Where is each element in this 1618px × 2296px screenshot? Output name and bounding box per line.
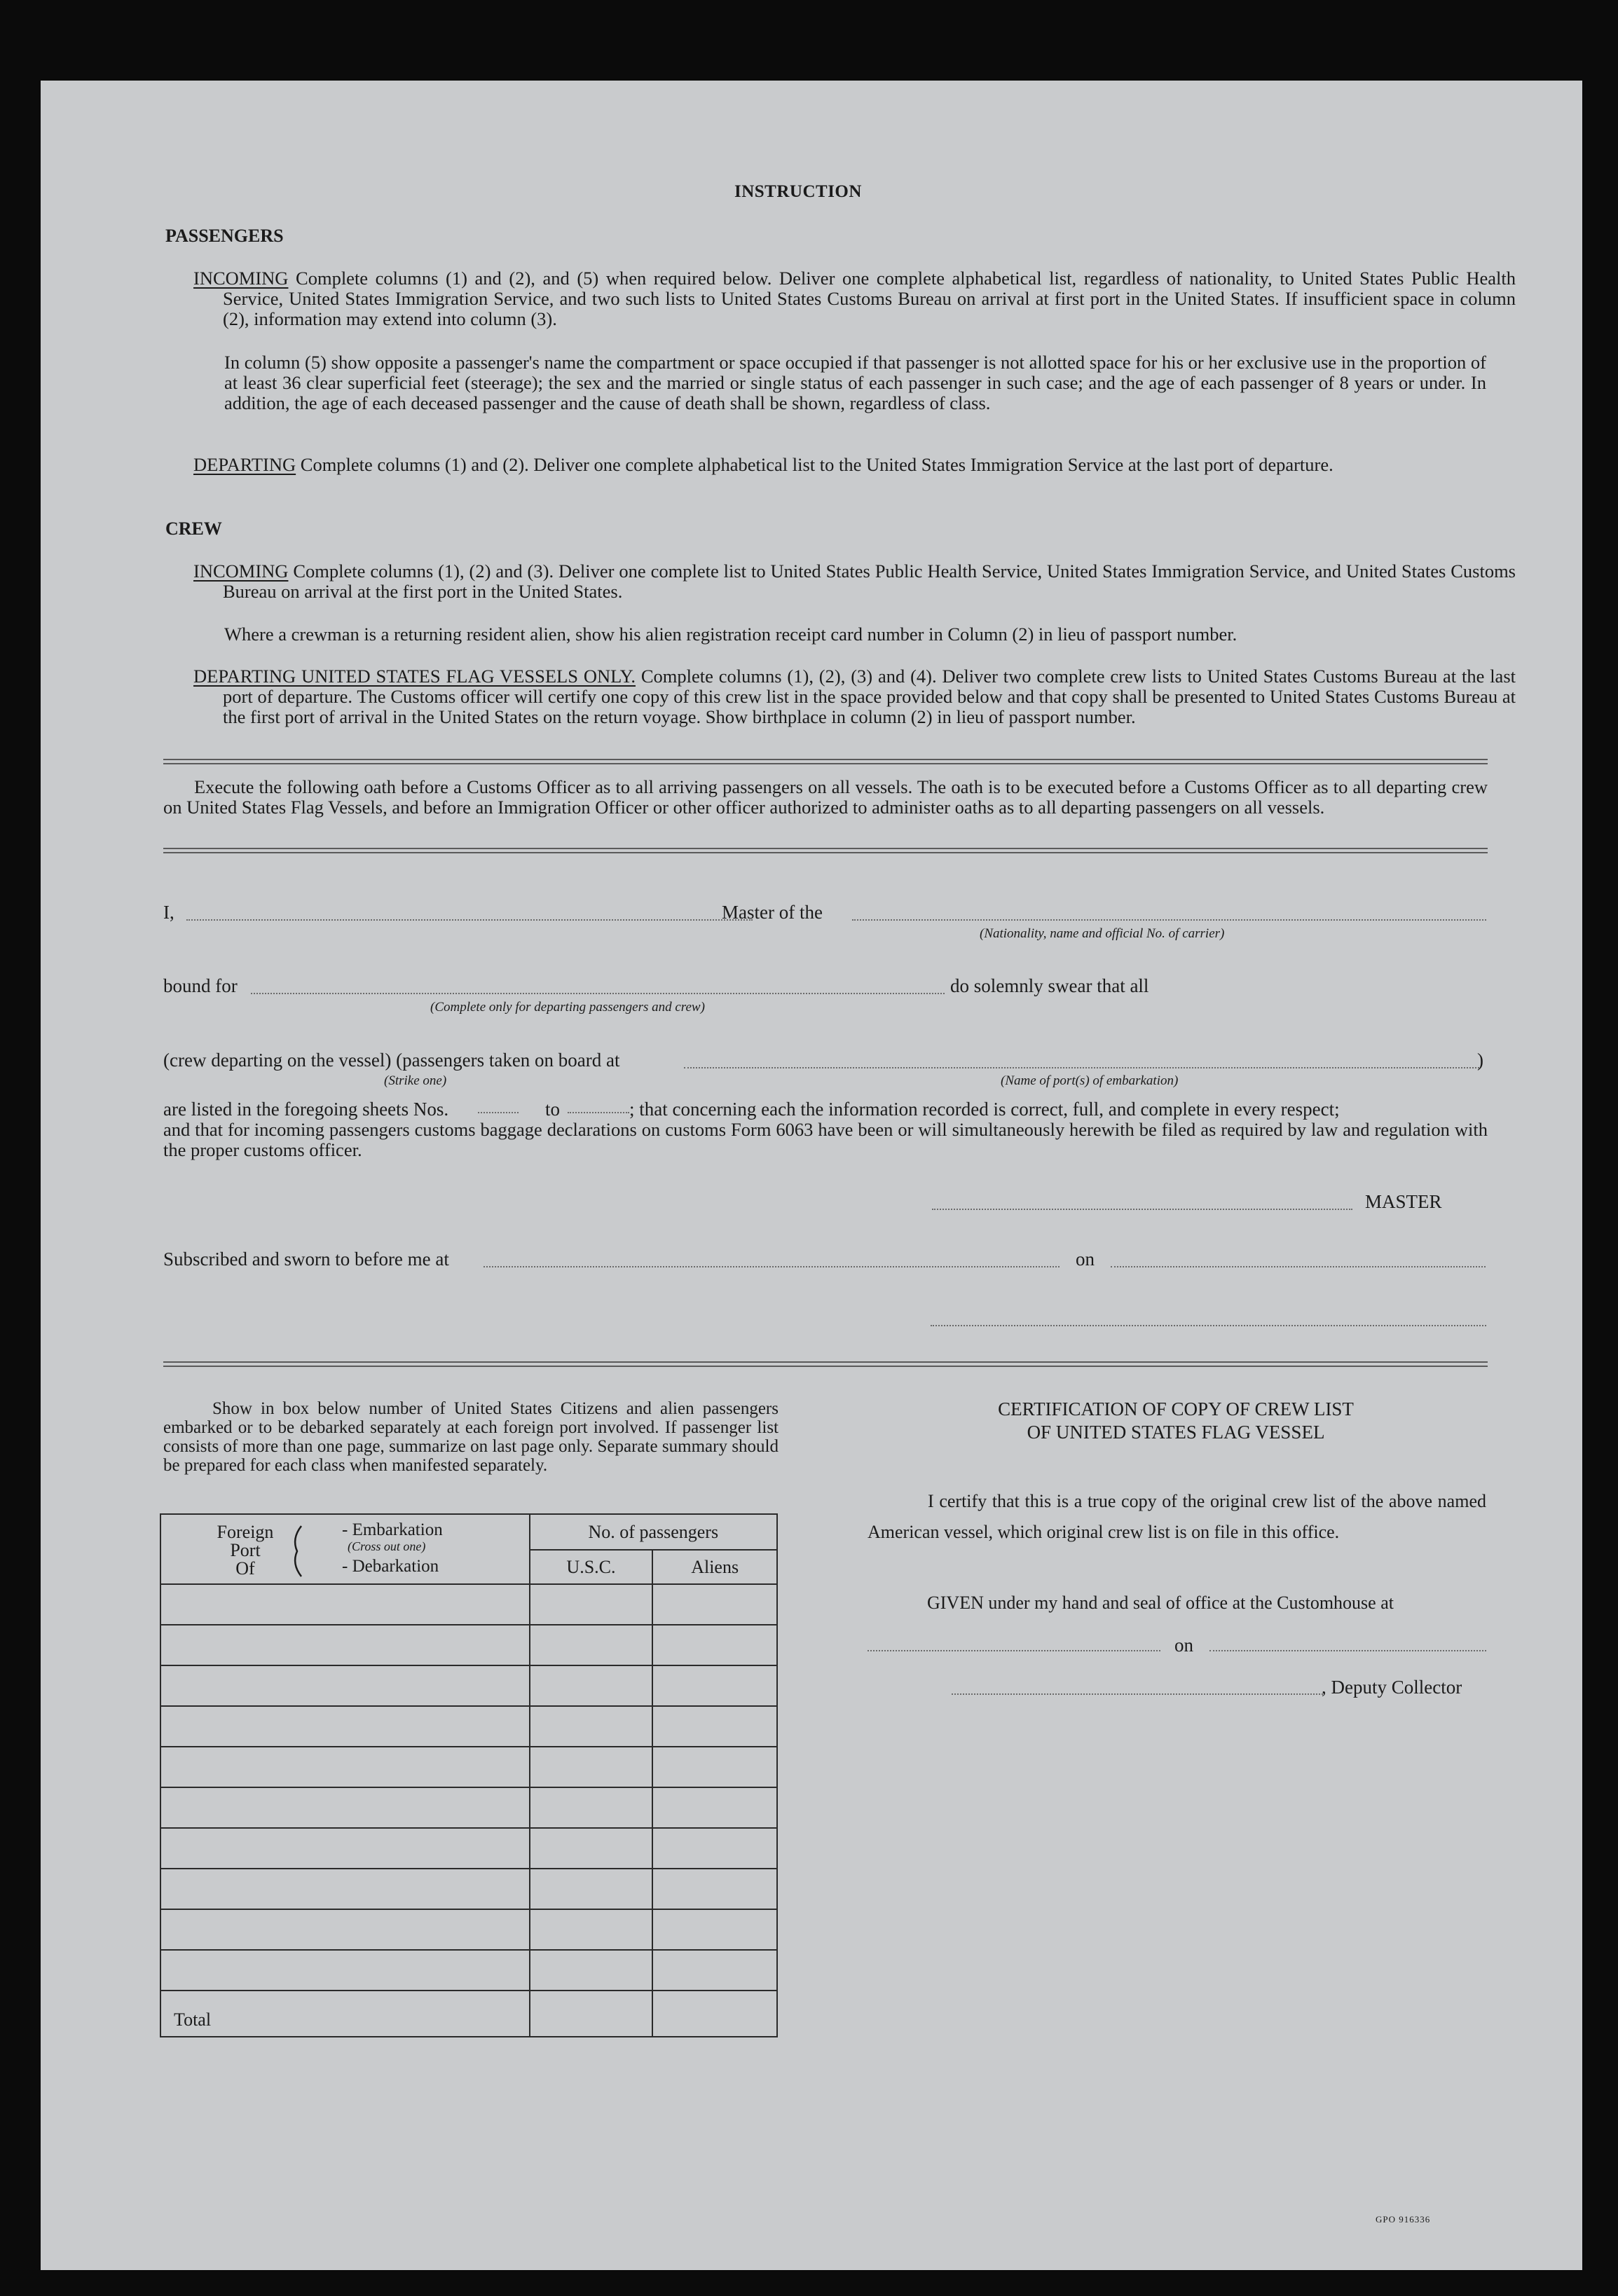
close-paren: ) — [1477, 1050, 1483, 1071]
usc-cell[interactable] — [530, 1747, 653, 1787]
certification-title — [868, 1398, 1484, 1444]
usc-cell[interactable] — [530, 1665, 653, 1706]
port-cell[interactable] — [160, 1869, 530, 1909]
debarkation-label: - Debarkation — [342, 1557, 439, 1576]
table-row — [160, 1869, 777, 1909]
port-cell[interactable] — [160, 1787, 530, 1828]
sheet-from-field[interactable] — [478, 1112, 519, 1113]
subscribed-label: Subscribed and sworn to before me at — [163, 1249, 449, 1270]
aliens-cell[interactable] — [652, 1665, 777, 1706]
oath-intro: Execute the following oath before a Customs Officer as to all arriving passengers on all vessels. The oath is to be executed before a Customs Officer as to all departing crew on United States Flag Vessels, and before an Immigration Officer or other officer authorized to administer oaths as to all departing passengers on all vessels. — [163, 776, 1488, 818]
sheet-to-field[interactable] — [568, 1112, 629, 1113]
strike-note: (Strike one) — [384, 1073, 447, 1088]
crew-departing-paragraph — [193, 666, 1516, 727]
carrier-note: (Nationality, name and official No. of carrier) — [980, 926, 1225, 941]
port-cell[interactable] — [160, 1950, 530, 1991]
aliens-cell[interactable] — [652, 1747, 777, 1787]
table-row — [160, 1909, 777, 1950]
table-row — [160, 1787, 777, 1828]
subscribed-on-label: on — [1076, 1249, 1095, 1270]
deputy-collector-label: , Deputy Collector — [1322, 1677, 1462, 1698]
crew-departing-text: Complete columns (1), (2), (3) and (4). Deliver two complete crew lists to United States Customs Bureau at the last port of departure. The Customs officer will certify one copy of this crew list in the space provided below and that copy shall be presented to United States Customs Bureau at the first port of arrival in the United States on the return voyage. Show birthplace in column (2) in lieu of passport number. — [223, 666, 1516, 727]
officer-signature-field[interactable] — [931, 1325, 1486, 1326]
table-row — [160, 1584, 777, 1625]
usc-cell[interactable] — [530, 1584, 653, 1625]
port-cell[interactable] — [160, 1584, 530, 1625]
certification-title-line1: CERTIFICATION OF COPY OF CREW LIST — [998, 1398, 1354, 1419]
no-passengers-header: No. of passengers — [530, 1514, 777, 1550]
column5-paragraph: In column (5) show opposite a passenger's name the compartment or space occupied if that passenger is not allotted space for his or her exclusive use in the proportion of at least 36 clear superficial feet (steerage); the sex and the married or single status of each passenger in such case; and the age of each passenger of 8 years or under. In addition, the age of each deceased passenger and the cause of death shall be shown, regardless of class. — [224, 352, 1486, 413]
usc-header: U.S.C. — [530, 1550, 653, 1584]
customhouse-field[interactable] — [868, 1650, 1160, 1651]
certification-date-field[interactable] — [1209, 1650, 1486, 1651]
table-row — [160, 1665, 777, 1706]
crew-incoming-paragraph — [193, 561, 1516, 602]
bound-for-label: bound for — [163, 975, 238, 996]
table-row — [160, 1747, 777, 1787]
passengers-departing-label: DEPARTING — [193, 454, 296, 475]
total-aliens-cell[interactable] — [652, 1991, 777, 2037]
port-cell[interactable] — [160, 1706, 530, 1747]
oath-i-label: I, — [163, 902, 174, 923]
total-row — [160, 1991, 777, 2037]
passengers-heading: PASSENGERS — [165, 226, 284, 246]
usc-cell[interactable] — [530, 1869, 653, 1909]
aliens-cell[interactable] — [652, 1706, 777, 1747]
usc-cell[interactable] — [530, 1828, 653, 1869]
usc-cell[interactable] — [530, 1909, 653, 1950]
crew-heading: CREW — [165, 518, 222, 539]
given-text: GIVEN under my hand and seal of office at the Customhouse at — [927, 1593, 1394, 1613]
master-of-label: Master of the — [722, 902, 823, 923]
aliens-header: Aliens — [652, 1550, 777, 1584]
certification-body: I certify that this is a true copy of the original crew list of the above named American vessel, which original crew list is on file in this office. — [868, 1491, 1486, 1542]
cross-out-note: (Cross out one) — [348, 1539, 426, 1553]
col-of-label: Of — [235, 1558, 255, 1579]
aliens-cell[interactable] — [652, 1584, 777, 1625]
usc-cell[interactable] — [530, 1787, 653, 1828]
aliens-cell[interactable] — [652, 1828, 777, 1869]
certification-title-line2: OF UNITED STATES FLAG VESSEL — [1027, 1422, 1325, 1443]
port-cell[interactable] — [160, 1625, 530, 1665]
usc-cell[interactable] — [530, 1706, 653, 1747]
aliens-cell[interactable] — [652, 1625, 777, 1665]
instruction-title: INSTRUCTION — [734, 182, 862, 201]
embarkation-label: - Embarkation — [342, 1520, 443, 1539]
passengers-incoming-label: INCOMING — [193, 268, 289, 289]
crew-incoming-text: Complete columns (1), (2) and (3). Deliver one complete list to United States Public Health Service, United States Immigration Service, and United States Customs Bureau on arrival at the first port in the United States. — [223, 561, 1516, 602]
aliens-cell[interactable] — [652, 1869, 777, 1909]
table-row — [160, 1828, 777, 1869]
divider — [163, 1361, 1488, 1367]
total-label: Total — [160, 1991, 530, 2037]
usc-cell[interactable] — [530, 1625, 653, 1665]
summary-intro: Show in box below number of United States Citizens and alien passengers embarked or to be debarked separately at each foreign port involved. If passenger list consists of more than one page, summarize on last page only. Separate summary should be prepared for each class when manifested separately. — [163, 1399, 779, 1475]
deputy-signature-field[interactable] — [952, 1693, 1323, 1695]
aliens-cell[interactable] — [652, 1950, 777, 1991]
passengers-incoming-text: Complete columns (1) and (2), and (5) when required below. Deliver one complete alphabetical list, regardless of nationality, to United States Public Health Service, United States Immigration Service, and two such lists to United States Customs Bureau on arrival at first port in the United States. If insufficient space in column (2), information may extend into column (3). — [223, 268, 1516, 329]
crew-passengers-label: (crew departing on the vessel) (passengers taken on board at — [163, 1050, 620, 1071]
port-cell[interactable] — [160, 1828, 530, 1869]
listed-rest: ; that concerning each the information recorded is correct, full, and complete in every respect; — [629, 1099, 1340, 1120]
passengers-departing-paragraph — [193, 455, 1516, 475]
master-label: MASTER — [1365, 1191, 1442, 1212]
resident-alien-paragraph: Where a crewman is a returning resident alien, show his alien registration receipt card number in Column (2) in lieu of passport number. — [224, 624, 1238, 645]
col-port-label: Port — [230, 1540, 261, 1560]
brace-icon — [287, 1525, 306, 1578]
table-row — [160, 1706, 777, 1747]
listed-to: to — [545, 1099, 561, 1120]
gpo-code: GPO 916336 — [1376, 2214, 1431, 2225]
divider — [163, 759, 1488, 764]
col-foreign-label: Foreign — [217, 1522, 274, 1542]
listed-prefix: are listed in the foregoing sheets Nos. — [163, 1099, 449, 1120]
aliens-cell[interactable] — [652, 1909, 777, 1950]
embarkation-port-field[interactable] — [684, 1067, 1479, 1068]
passenger-summary-table — [160, 1513, 778, 2037]
subscribed-date-field[interactable] — [1111, 1266, 1486, 1267]
passengers-incoming-paragraph — [193, 268, 1516, 329]
carrier-field[interactable] — [852, 919, 1486, 921]
table-row — [160, 1950, 777, 1991]
swear-text: do solemnly swear that all — [950, 975, 1149, 996]
subscribed-place-field[interactable] — [484, 1266, 1060, 1267]
usc-cell[interactable] — [530, 1950, 653, 1991]
certification-on-label: on — [1174, 1635, 1193, 1656]
crew-incoming-label: INCOMING — [193, 561, 289, 582]
port-cell[interactable] — [160, 1909, 530, 1950]
total-usc-cell[interactable] — [530, 1991, 653, 2037]
aliens-cell[interactable] — [652, 1787, 777, 1828]
master-signature-field[interactable] — [932, 1209, 1352, 1210]
form-page — [41, 81, 1582, 2270]
port-cell[interactable] — [160, 1665, 530, 1706]
table-row — [160, 1625, 777, 1665]
foreign-port-header — [160, 1514, 530, 1584]
master-name-field[interactable] — [186, 919, 753, 921]
passengers-departing-text: Complete columns (1) and (2). Deliver one complete alphabetical list to the United States Immigration Service at the last port of departure. — [300, 454, 1334, 475]
port-cell[interactable] — [160, 1747, 530, 1787]
divider — [163, 848, 1488, 853]
bound-for-field[interactable] — [251, 993, 945, 994]
listed-continuation: and that for incoming passengers customs baggage declarations on customs Form 6063 have been or will simultaneously herewith be filed as required by law and regulation with the proper customs officer. — [163, 1119, 1488, 1160]
embark-note: (Name of port(s) of embarkation) — [1001, 1073, 1179, 1088]
bound-note: (Complete only for departing passengers and crew) — [430, 1000, 705, 1015]
crew-departing-label: DEPARTING UNITED STATES FLAG VESSELS ONLY. — [193, 666, 636, 687]
